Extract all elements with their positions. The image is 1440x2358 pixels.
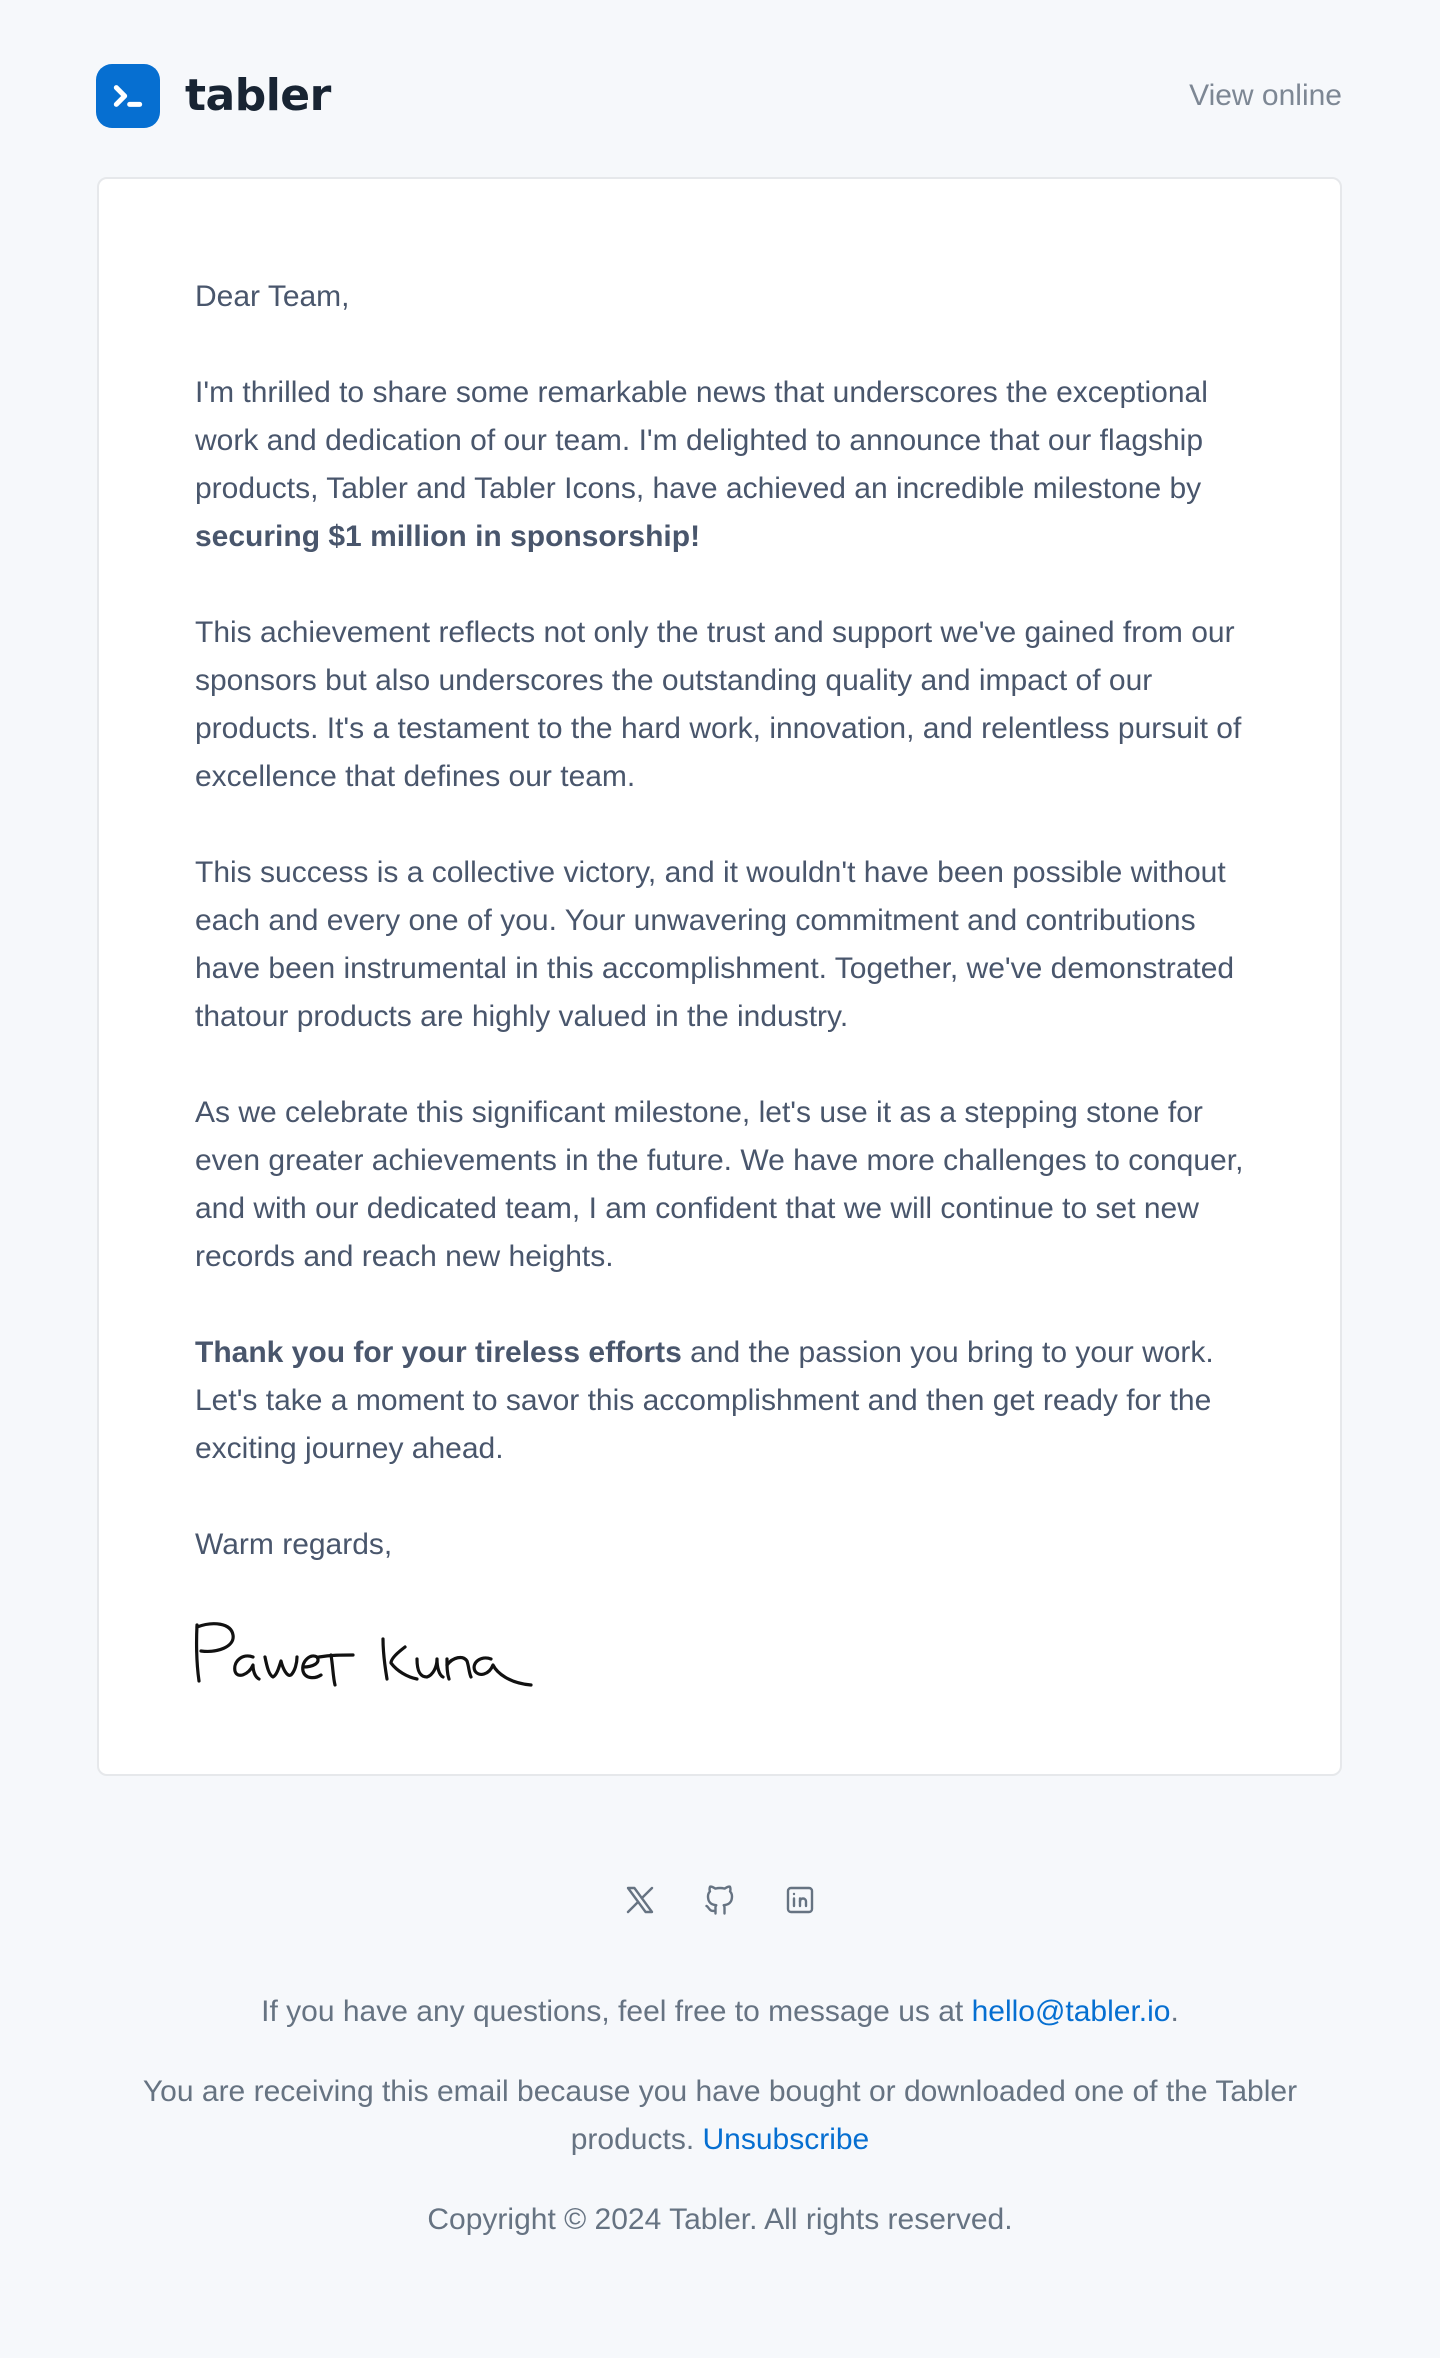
linkedin-link[interactable] [782,1882,818,1918]
receiving-text: You are receiving this email because you have bought or downloaded one of the Tabler products. [142,2075,1298,2156]
signature-stroke [235,1656,259,1679]
paragraph-text: and the passion you bring to your work. Let's take a moment to savor this accomplishment and then get ready for the exciting journey ahead. [195,1336,1214,1465]
signature-stroke [391,1647,417,1679]
x-icon [622,1882,658,1918]
paragraph-achievement: This achievement reflects not only the trust and support we've gained from our sponsors but also underscores the outstanding quality and impact of our products. It's a testament to the hard work, innovation, and relentless pursuit of excellence that defines our team. [195,616,1242,793]
signature-stroke [447,1658,471,1677]
contact-email-link[interactable]: hello@tabler.io [971,1995,1171,2028]
logo-text: tabler [185,70,331,121]
questions-end: . [1170,1995,1179,2028]
x-link[interactable] [622,1882,658,1918]
github-icon [702,1882,738,1918]
unsubscribe-link[interactable]: Unsubscribe [702,2123,870,2156]
github-link[interactable] [702,1882,738,1918]
linkedin-icon [782,1882,818,1918]
signature-stroke [417,1659,443,1677]
questions-text: If you have any questions, feel free to message us at [261,1995,972,2028]
email-card [97,177,1342,1776]
signature-stroke [474,1658,531,1685]
signature-image [191,1617,551,1689]
email-footer [96,1988,1344,2276]
tabler-logo[interactable] [96,64,331,128]
paragraph-victory: This success is a collective victory, and it wouldn't have been possible without each and every one of you. Your unwavering commitment and contributions have been instrumental in this accomplishment. Together, we've demonstrated thatour products are highly valued in the industry. [195,856,1235,1033]
paragraph-announcement [195,369,1244,561]
signature-stroke [383,1639,387,1679]
paragraph-milestone: As we celebrate this significant milestone, let's use it as a stepping stone for even greater achievements in the future. We have more challenges to conquer, and with our dedicated team, I am confident that we will continue to set new records and reach new heights. [195,1096,1244,1273]
email-header [96,64,1342,128]
signature-stroke [331,1655,335,1685]
questions-line [96,1988,1344,2036]
paragraph-text: I'm thrilled to share some remarkable news that underscores the exceptional work and dedication of our team. I'm delighted to announce that our flagship products, Tabler and Tabler Icons, have achieved an incredible milestone by [195,376,1208,505]
highlight-thanks: Thank you for your tireless efforts [195,1336,682,1369]
paragraph-thanks [195,1329,1244,1473]
signature-stroke [319,1655,353,1657]
copyright: Copyright © 2024 Tabler. All rights reserved. [427,2203,1013,2236]
closing: Warm regards, [195,1528,393,1561]
signature-stroke [303,1656,321,1678]
receiving-line [96,2068,1344,2164]
social-links [0,1882,1440,1918]
greeting: Dear Team, [195,280,350,313]
highlight-sponsorship: securing $1 million in sponsorship! [195,520,701,553]
terminal-logo-icon [96,64,160,128]
signature-stroke [197,1625,199,1681]
signature-stroke [265,1657,297,1677]
view-online-link[interactable]: View online [1189,79,1342,112]
signature-stroke [197,1624,233,1652]
